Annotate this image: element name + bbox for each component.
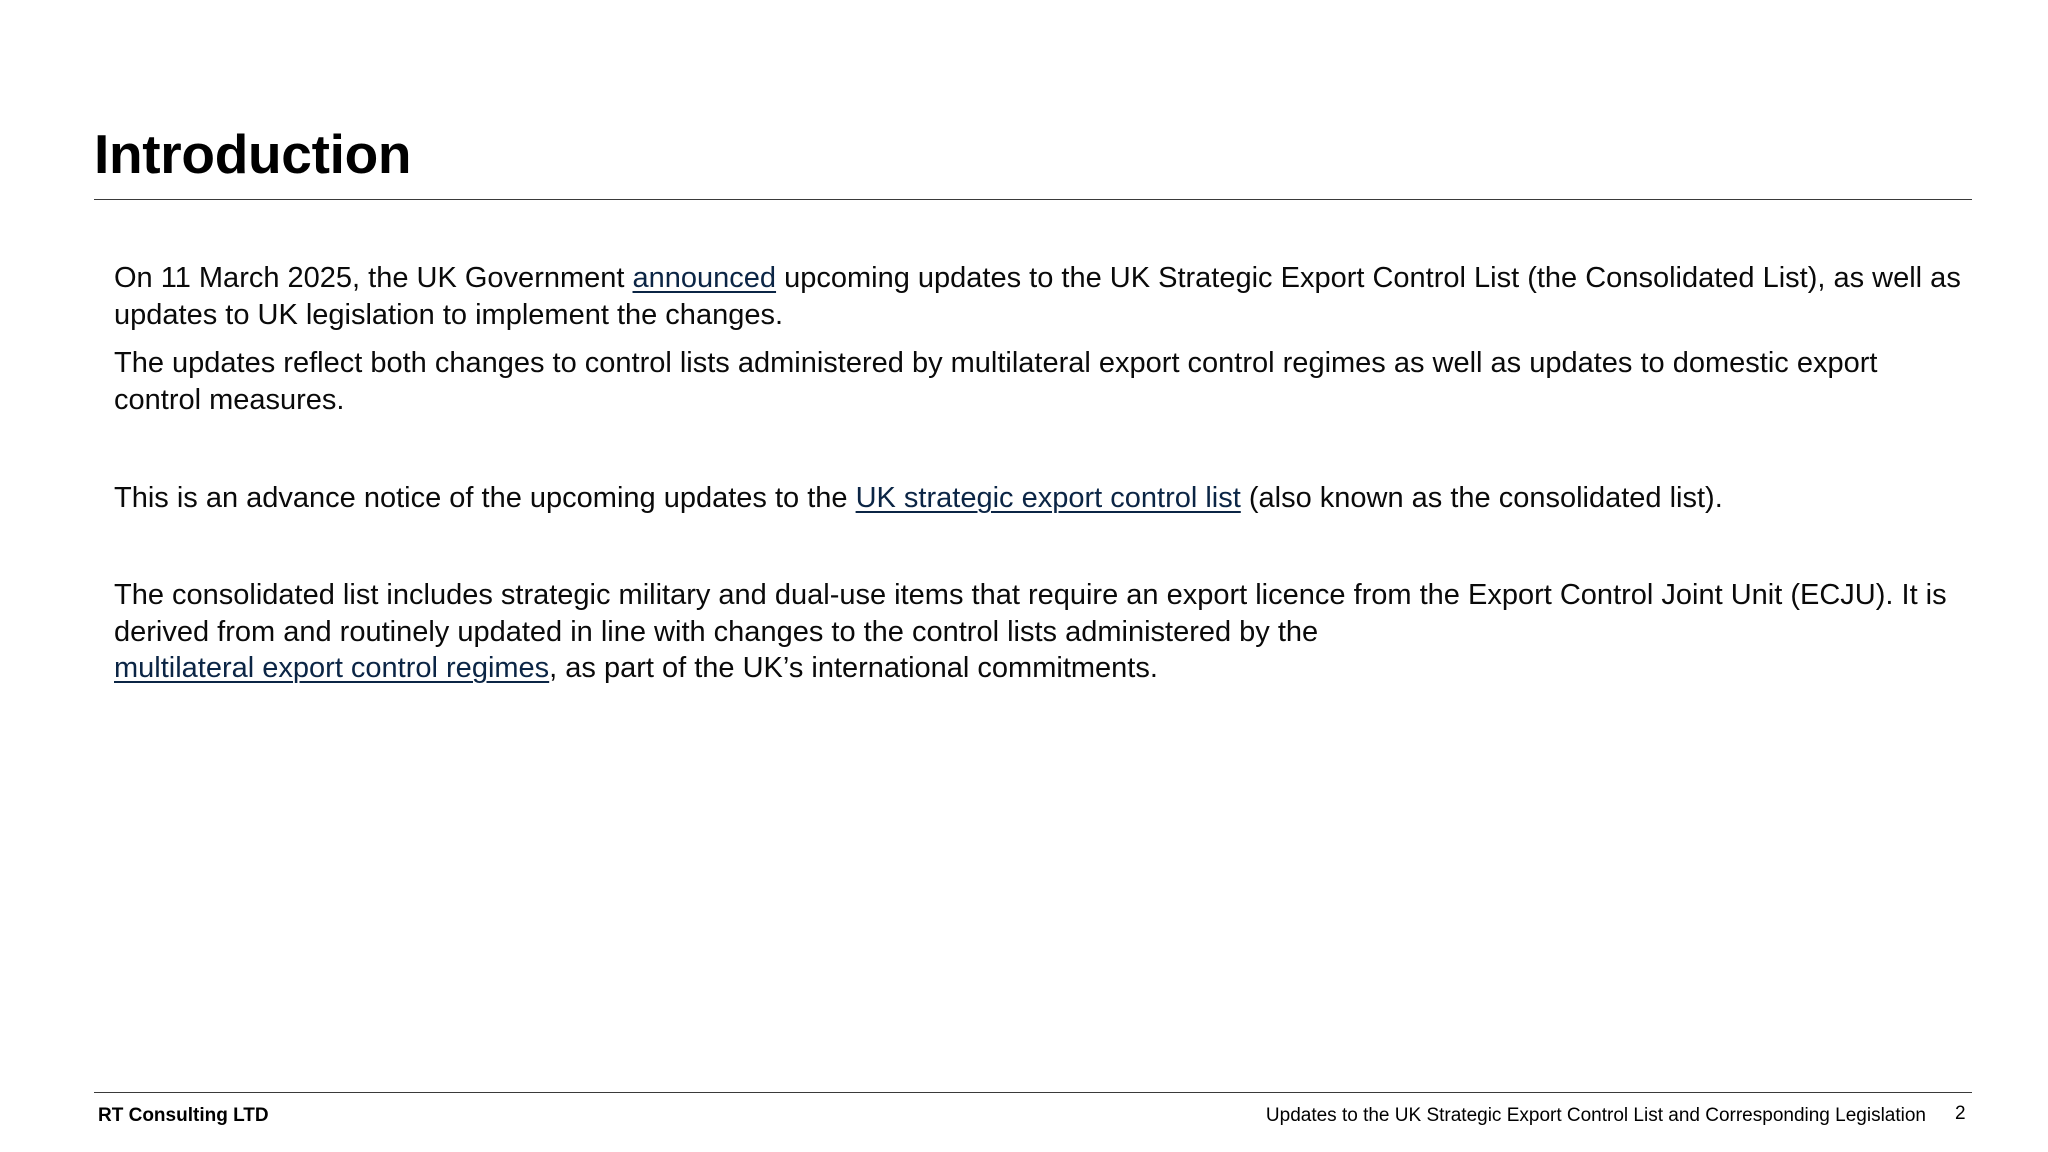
announced-link[interactable]: announced <box>632 262 777 294</box>
paragraph-consolidated-list <box>114 577 1964 687</box>
paragraph-text: This is an advance notice of the upcoming updates to the <box>114 482 856 514</box>
page-number: 2 <box>1955 1103 1966 1124</box>
title-divider <box>94 199 1972 200</box>
footer-document-title: Updates to the UK Strategic Export Control List and Corresponding Legislation <box>1265 1105 1926 1126</box>
slide-title: Introduction <box>94 123 412 185</box>
paragraph-advance-notice <box>114 480 1964 517</box>
paragraph-text: upcoming updates to the UK Strategic Export Control List (the Consolidated List), as well as updates to UK legislation to implement the changes. <box>114 262 1961 331</box>
paragraph-text: The consolidated list includes strategic military and dual-use items that require an export licence from the Export Control Joint Unit (ECJU). It is derived from and routinely updated in line with changes to the control lists administered by the <box>114 579 1947 648</box>
footer-divider <box>94 1092 1972 1093</box>
paragraph-announcement <box>114 260 1964 333</box>
paragraph-text: The updates reflect both changes to control lists administered by multilateral export control regimes as well as updates to domestic export control measures. <box>114 347 1878 416</box>
paragraph-text: (also known as the consolidated list). <box>1240 482 1723 514</box>
uk-strategic-export-control-list-link[interactable]: UK strategic export control list <box>855 482 1241 514</box>
paragraph-text: On 11 March 2025, the UK Government <box>114 262 633 294</box>
multilateral-export-control-regimes-link[interactable]: multilateral export control regimes <box>114 652 550 684</box>
paragraph-updates-reflect <box>114 345 1964 418</box>
paragraph-text: , as part of the UK’s international commitments. <box>549 652 1158 684</box>
footer-company: RT Consulting LTD <box>98 1105 269 1126</box>
